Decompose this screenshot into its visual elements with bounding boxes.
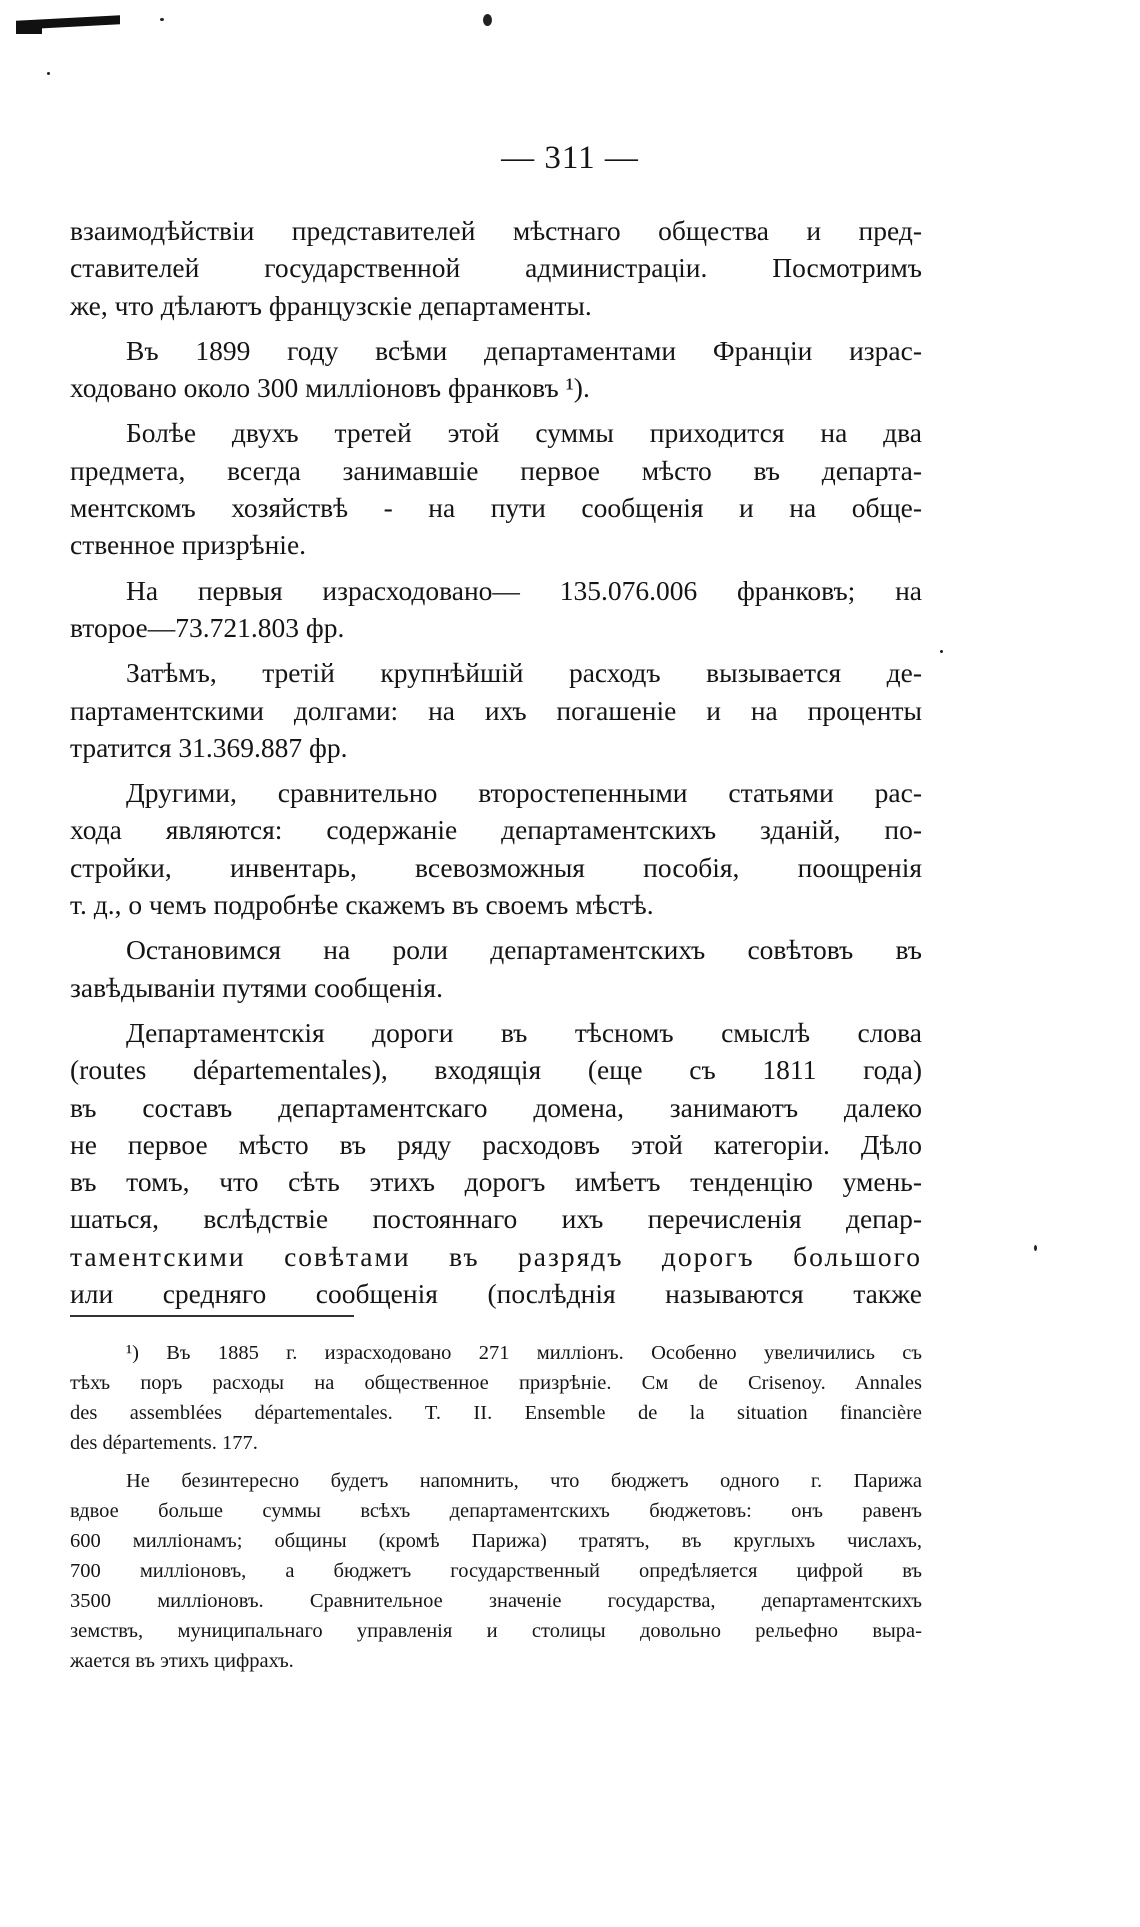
text-line: стройки, инвентарь, всевозможныя пособія, поощренія [70, 851, 922, 883]
text-line: На первыя израсходовано— 135.076.006 франковъ; на [126, 574, 922, 606]
footnote-line: тѣхъ поръ расходы на общественное призрѣніе. См de Crisenoy. Annales [70, 1372, 922, 1394]
scan-artifact [16, 8, 126, 34]
text-line: въ томъ, что сѣть этихъ дорогъ имѣетъ тенденцію умень- [70, 1166, 922, 1198]
text-line: Затѣмъ, третій крупнѣйшій расходъ вызывается де- [126, 657, 922, 689]
footnotes [70, 1338, 922, 1676]
text-line: ментскомъ хозяйствѣ - на пути сообщенія и на обще- [70, 492, 922, 524]
footnote-line: Не безинтересно будетъ напомнить, что бюджетъ одного г. Парижа [126, 1470, 922, 1492]
text-line: т. д., о чемъ подробнѣе скажемъ въ своемъ мѣстѣ. [70, 889, 654, 921]
text-line: второе—73.721.803 фр. [70, 611, 345, 643]
text-line: тратится 31.369.887 фр. [70, 731, 348, 763]
text-line: предмета, всегда занимавшіе первое мѣсто въ департа- [70, 454, 922, 486]
scan-speck [940, 650, 943, 653]
text-line: взаимодѣйствіи представителей мѣстнаго общества и пред- [70, 215, 922, 246]
footnote-line: des départements. 177. [70, 1432, 258, 1454]
text-line: въ составъ департаментскаго домена, занимаютъ далеко [70, 1091, 922, 1123]
page-number: — 311 — [501, 140, 639, 176]
footnote-line: des assemblées départementales. T. II. Ensemble de la situation financière [70, 1402, 922, 1424]
footnote-line: вдвое больше суммы всѣхъ департаментскихъ бюджетовъ: онъ равенъ [70, 1500, 922, 1522]
paragraph [70, 332, 922, 407]
body-text [70, 212, 922, 1312]
footnote-divider [70, 1315, 354, 1317]
scan-speck [1034, 1245, 1037, 1251]
text-line: завѣдываніи путями сообщенія. [70, 971, 443, 1003]
footnote-line: 700 милліоновъ, а бюджетъ государственный опредѣляется цифрой въ [70, 1560, 922, 1582]
footnote [70, 1466, 922, 1676]
paragraph [70, 414, 922, 563]
text-line: партаментскими долгами: на ихъ погашеніе и на проценты [70, 694, 922, 726]
text-line: хода являются: содержаніе департаментскихъ зданій, по- [70, 814, 922, 846]
paragraph [70, 931, 922, 1006]
text-line: Другими, сравнительно второстепенными статьями рас- [126, 777, 922, 809]
footnote-line: жается въ этихъ цифрахъ. [70, 1650, 294, 1672]
paragraph [70, 572, 922, 647]
text-line: Болѣе двухъ третей этой суммы приходится на два [126, 417, 922, 449]
footnote-line: 3500 милліоновъ. Сравнительное значеніе государства, департаментскихъ [70, 1590, 922, 1612]
text-line: же, что дѣлаютъ французскіе департаменты. [70, 289, 592, 321]
text-line: (routes départementales), входящія (еще съ 1811 года) [70, 1054, 922, 1086]
scan-speck [47, 72, 50, 75]
paragraph [70, 212, 922, 324]
footnote [70, 1338, 922, 1458]
paragraph [70, 774, 922, 923]
footnote-line: земствъ, муниципальнаго управленія и столицы довольно рельефно выра- [70, 1620, 922, 1642]
footnote-line: 600 милліонамъ; общины (кромѣ Парижа) тратятъ, въ круглыхъ числахъ, [70, 1530, 922, 1552]
text-line: таментскими совѣтами въ разрядъ дорогъ большого [70, 1240, 922, 1272]
text-line: ставителей государственной администраціи. Посмотримъ [70, 252, 922, 284]
text-line: Въ 1899 году всѣми департаментами Франціи израс- [126, 334, 922, 366]
paragraph [70, 1014, 922, 1312]
text-line: Департаментскія дороги въ тѣсномъ смыслѣ слова [126, 1016, 922, 1048]
text-line: Остановимся на роли департаментскихъ совѣтовъ въ [126, 934, 922, 966]
paragraph [70, 654, 922, 766]
footnote-line: ¹) Въ 1885 г. израсходовано 271 милліонъ. Особенно увеличились съ [126, 1342, 922, 1364]
text-line: шаться, вслѣдствіе постояннаго ихъ перечисленія депар- [70, 1203, 922, 1235]
text-line: ходовано около 300 милліоновъ франковъ ¹). [70, 372, 590, 404]
text-line: или средняго сообщенія (послѣднія называются также [70, 1278, 922, 1310]
text-line: ственное призрѣніе. [70, 529, 307, 561]
scan-speck [483, 14, 492, 26]
scan-speck [160, 18, 164, 21]
text-line: не первое мѣсто въ ряду расходовъ этой категоріи. Дѣло [70, 1128, 922, 1160]
